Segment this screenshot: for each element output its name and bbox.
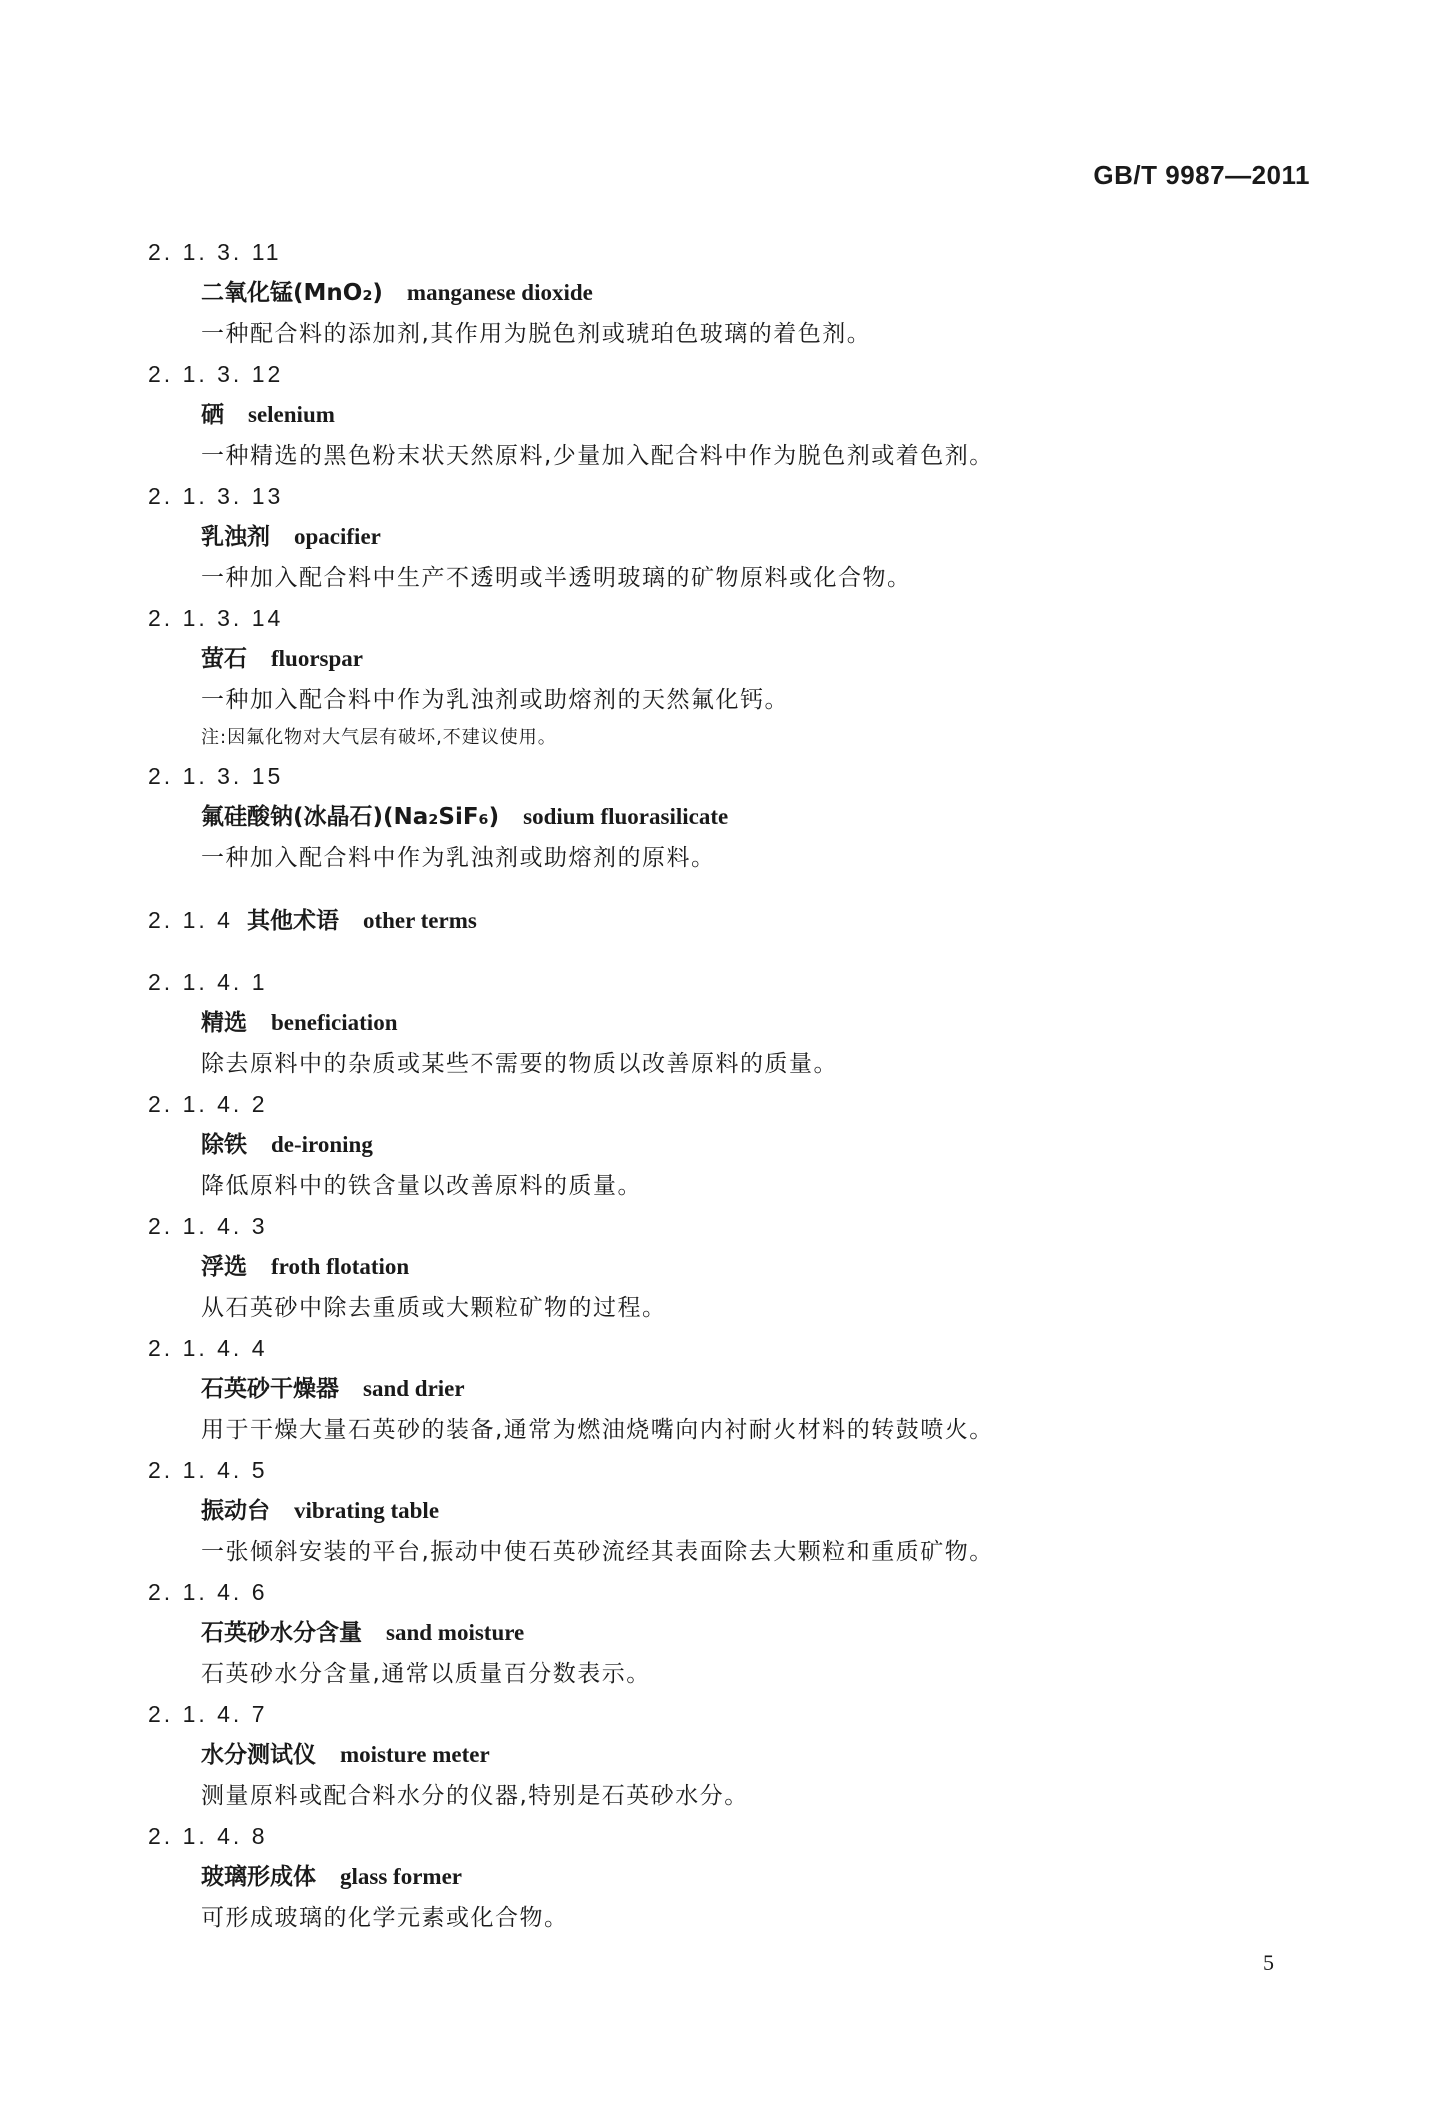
term-zh: 振动台 [201,1498,270,1524]
section-title-en: other terms [362,908,477,933]
entry-number: 2. 1. 4. 7 [148,1701,268,1727]
term-en: moisture meter [340,1742,490,1767]
entry-definition: 可形成玻璃的化学元素或化合物。 [201,1905,569,1931]
term-en: sand drier [363,1376,465,1401]
entry-number: 2. 1. 3. 14 [148,605,284,631]
term-en: fluorspar [271,646,363,671]
entry-number: 2. 1. 4. 5 [148,1457,268,1483]
entry-number: 2. 1. 4. 4 [148,1335,268,1361]
entry-definition: 一张倾斜安装的平台,振动中使石英砂流经其表面除去大颗粒和重质矿物。 [201,1539,994,1565]
section-heading [148,900,1438,940]
entry-term [201,1612,1438,1654]
document-body [0,232,1438,1938]
entry-number: 2. 1. 4. 6 [148,1579,268,1605]
term-en: selenium [248,402,335,427]
entry-definition: 一种加入配合料中生产不透明或半透明玻璃的矿物原料或化合物。 [201,565,912,591]
entry-number: 2. 1. 3. 15 [148,763,284,789]
entry-definition: 一种加入配合料中作为乳浊剂或助熔剂的原料。 [201,845,716,871]
entry-definition: 一种加入配合料中作为乳浊剂或助熔剂的天然氟化钙。 [201,687,789,713]
term-zh: 石英砂水分含量 [201,1620,362,1646]
entry-term [201,1856,1438,1898]
entry-number: 2. 1. 4. 1 [148,969,268,995]
term-zh: 除铁 [201,1132,247,1158]
section-number: 2. 1. 4 [148,907,233,933]
entry-term [201,394,1438,436]
entry-definition: 一种精选的黑色粉末状天然原料,少量加入配合料中作为脱色剂或着色剂。 [201,443,994,469]
term-zh: 石英砂干燥器 [201,1376,339,1402]
entry-definition: 用于干燥大量石英砂的装备,通常为燃油烧嘴向内衬耐火材料的转鼓喷火。 [201,1417,994,1443]
term-en: opacifier [294,524,381,549]
entry-term [201,272,1438,314]
entry-term [201,1002,1438,1044]
entry-definition: 石英砂水分含量,通常以质量百分数表示。 [201,1661,651,1687]
entry-term [201,1368,1438,1410]
term-en: sodium fluorasilicate [523,804,729,829]
entry-term [201,516,1438,558]
term-zh: 精选 [201,1010,247,1036]
term-zh: 玻璃形成体 [201,1864,316,1890]
entry-term [201,1734,1438,1776]
entry-term [201,1490,1438,1532]
term-zh: 硒 [201,402,224,428]
term-zh: 水分测试仪 [201,1742,316,1768]
entry-note: 注:因氟化物对大气层有破坏,不建议使用。 [201,727,557,748]
entry-term [201,1246,1438,1288]
entry-number: 2. 1. 3. 11 [148,239,282,265]
term-en: de-ironing [271,1132,373,1157]
entry-term [201,638,1438,680]
entry-definition: 降低原料中的铁含量以改善原料的质量。 [201,1173,642,1199]
entry-definition: 除去原料中的杂质或某些不需要的物质以改善原料的质量。 [201,1051,838,1077]
entry-definition: 一种配合料的添加剂,其作用为脱色剂或琥珀色玻璃的着色剂。 [201,321,872,347]
entry-term [201,796,1438,838]
section-title-zh: 其他术语 [246,908,339,934]
entry-number: 2. 1. 3. 12 [148,361,284,387]
term-zh: 二氧化锰(MnO₂) [201,280,383,306]
entry-term [201,1124,1438,1166]
entry-definition: 测量原料或配合料水分的仪器,特别是石英砂水分。 [201,1783,749,1809]
term-en: glass former [340,1864,462,1889]
standard-code: GB/T 9987—2011 [1093,160,1310,190]
entry-number: 2. 1. 4. 2 [148,1091,268,1117]
term-zh: 浮选 [201,1254,247,1280]
term-zh: 萤石 [201,646,247,672]
term-en: beneficiation [271,1010,398,1035]
term-en: manganese dioxide [406,280,593,305]
entry-number: 2. 1. 4. 3 [148,1213,268,1239]
term-en: sand moisture [386,1620,525,1645]
entry-definition: 从石英砂中除去重质或大颗粒矿物的过程。 [201,1295,667,1321]
term-zh: 氟硅酸钠(冰晶石)(Na₂SiF₆) [201,804,500,830]
entry-number: 2. 1. 4. 8 [148,1823,268,1849]
term-en: froth flotation [271,1254,410,1279]
term-zh: 乳浊剂 [201,524,270,550]
entry-number: 2. 1. 3. 13 [148,483,284,509]
term-en: vibrating table [294,1498,440,1523]
page-number: 5 [1263,1950,1274,1975]
